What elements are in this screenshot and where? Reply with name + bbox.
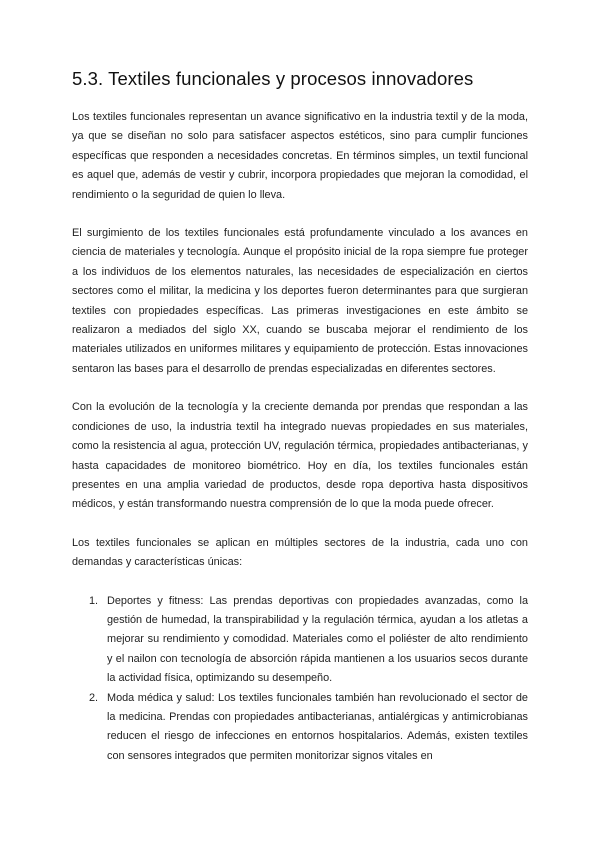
page-content [72, 66, 528, 766]
sectors-list [72, 592, 528, 767]
list-item-text: Moda médica y salud: Los textiles funcionales también han revolucionado el sector de la medicina. Prendas con propiedades antibacterianas, antialérgicas y antimicrobianas reducen el riesgo de infecciones en entornos hospitalarios. Además, existen textiles con sensores integrados que permiten monitorizar signos vitales en [107, 691, 528, 762]
list-item-text: Deportes y fitness: Las prendas deportivas con propiedades avanzadas, como la gestión de humedad, la transpirabilidad y la regulación térmica, ayudan a los atletas a mejorar su rendimiento y comodidad. Materiales como el poliéster de alto rendimiento y el nailon con tecnología de absorción rápida mantienen a los usuarios secos durante la actividad física, optimizando su desempeño. [107, 594, 528, 685]
list-item-number: 1. [89, 594, 99, 607]
paragraph-sectors-intro: Los textiles funcionales se aplican en múltiples sectores de la industria, cada uno con demandas y características únicas: [72, 536, 528, 569]
list-item [72, 592, 528, 689]
paragraph-origins: El surgimiento de los textiles funcionales está profundamente vinculado a los avances en ciencia de materiales y tecnología. Aunque el propósito inicial de la ropa siempre fue proteger a los individuos de los elementos naturales, las necesidades de especialización en ciertos sectores como el militar, la medicina y los deportes fueron determinantes para que surgieran textiles con propiedades específicas. Las primeras investigaciones en este ámbito se realizaron a mediados del siglo XX, cuando se buscaba mejorar el rendimiento de los materiales utilizados en uniformes militares y equipamiento de protección. Estas innovaciones sentaron las bases para el desarrollo de prendas especializadas en diferentes sectores. [72, 227, 528, 375]
list-item-number: 2. [89, 691, 99, 704]
paragraph-evolution: Con la evolución de la tecnología y la creciente demanda por prendas que respondan a las condiciones de uso, la industria textil ha integrado nuevas propiedades en sus materiales, como la resistencia al agua, protección UV, regulación térmica, propiedades antibacterianas, y hasta capacidades de monitoreo biométrico. Hoy en día, los textiles funcionales están presentes en una amplia variedad de productos, desde ropa deportiva hasta dispositivos médicos, y están transformando nuestra comprensión de lo que la moda puede ofrecer. [72, 401, 528, 511]
section-heading: 5.3. Textiles funcionales y procesos innovadores [72, 68, 474, 89]
list-item [72, 689, 528, 767]
paragraph-intro: Los textiles funcionales representan un avance significativo en la industria textil y de la moda, ya que se diseñan no solo para satisfacer aspectos estéticos, sino para cumplir funciones específicas que responden a necesidades concretas. En términos simples, un textil funcional es aquel que, además de vestir y cubrir, incorpora propiedades que mejoran la comodidad, el rendimiento o la seguridad de quien lo lleva. [72, 111, 528, 201]
